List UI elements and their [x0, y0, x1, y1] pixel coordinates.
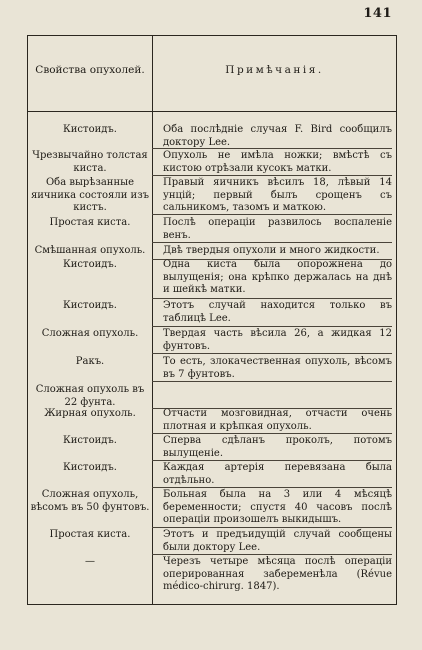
tumor-property: Жирная опухоль. — [44, 408, 136, 419]
row-rule — [152, 381, 392, 382]
row-rule — [152, 298, 392, 299]
note: То есть, злокачественная опухоль, вѣсомъ въ 7 фунтовъ. — [163, 356, 392, 380]
note: Каждая артерія перевязана была отдѣльно. — [163, 462, 392, 486]
row-rule — [152, 433, 392, 434]
row-rule — [152, 148, 392, 149]
tumor-property: Кистоидъ. — [63, 124, 117, 135]
note: Черезъ четыре мѣсяца послѣ операціи оперированная забеременѣла (Révue médico-chirurg. 1847). — [163, 556, 392, 592]
row-rule — [152, 353, 392, 354]
note: Одна киста была опорожнена до вылущенія; она крѣпко держалась на днѣ и шейкѣ матки. — [163, 259, 392, 295]
row-rule — [152, 527, 392, 528]
row-rule — [152, 214, 392, 215]
table — [27, 35, 397, 605]
tumor-property: Кистоидъ. — [63, 259, 117, 270]
tumor-property: Ракъ. — [75, 356, 105, 367]
note: Послѣ операціи развилось воспаленіе венъ. — [163, 217, 392, 241]
row-rule — [152, 487, 392, 488]
column-divider — [152, 36, 153, 604]
tumor-property: Чрезвычайно толстая киста. — [32, 150, 148, 174]
row-rule — [152, 326, 392, 327]
tumor-property: Простая киста. — [49, 217, 131, 228]
header-notes: Примѣчанія. — [225, 64, 324, 76]
note: Больная была на 3 или 4 мѣсяцѣ беременности; спустя 40 часовъ послѣ операціи произошелъ выкидышъ. — [163, 489, 392, 525]
page-number: 141 — [363, 6, 392, 21]
row-rule — [152, 175, 392, 176]
tumor-property: Кистоидъ. — [63, 435, 117, 446]
note: Отчасти мозговидная, отчасти очень плотная и крѣпкая опухоль. — [163, 408, 392, 432]
row-rule — [152, 460, 392, 461]
tumor-property: — — [85, 556, 95, 567]
note: Правый яичникъ вѣсилъ 18, лѣвый 14 унцій; первый былъ срощенъ съ сальникомъ, тазомъ и маткою. — [163, 177, 392, 213]
note: Опухоль не имѣла ножки; вмѣстѣ съ кистою отрѣзали кусокъ матки. — [163, 150, 392, 174]
row-rule — [152, 554, 392, 555]
header-properties: Свойства опухолей. — [35, 64, 145, 76]
tumor-property: Кистоидъ. — [63, 462, 117, 473]
tumor-property: Сложная опухоль, вѣсомъ въ 50 фунтовъ. — [30, 489, 150, 513]
tumor-property: Смѣшанная опухоль. — [34, 245, 146, 256]
note: Двѣ твердыя опухоли и много жидкости. — [163, 245, 380, 256]
note: Твердая часть вѣсила 26, а жидкая 12 фунтовъ. — [163, 328, 392, 352]
tumor-property: Оба вырѣзанные яичника состояли изъ кистъ. — [30, 177, 150, 213]
note: Сперва сдѣланъ проколъ, потомъ вылущеніе. — [163, 435, 392, 459]
note: Оба послѣдніе случая F. Bird сообщилъ доктору Lee. — [163, 124, 392, 148]
tumor-property: Кистоидъ. — [63, 300, 117, 311]
row-rule — [152, 242, 392, 243]
note: Этотъ и предъидущій случай сообщены были доктору Lee. — [163, 529, 392, 553]
header-rule — [28, 111, 396, 112]
tumor-property: Сложная опухоль въ 22 фунта. — [35, 384, 145, 408]
note: Этотъ случай находится только въ таблицѣ Lee. — [163, 300, 392, 324]
tumor-property: Сложная опухоль. — [41, 328, 139, 339]
tumor-property: Простая киста. — [49, 529, 131, 540]
